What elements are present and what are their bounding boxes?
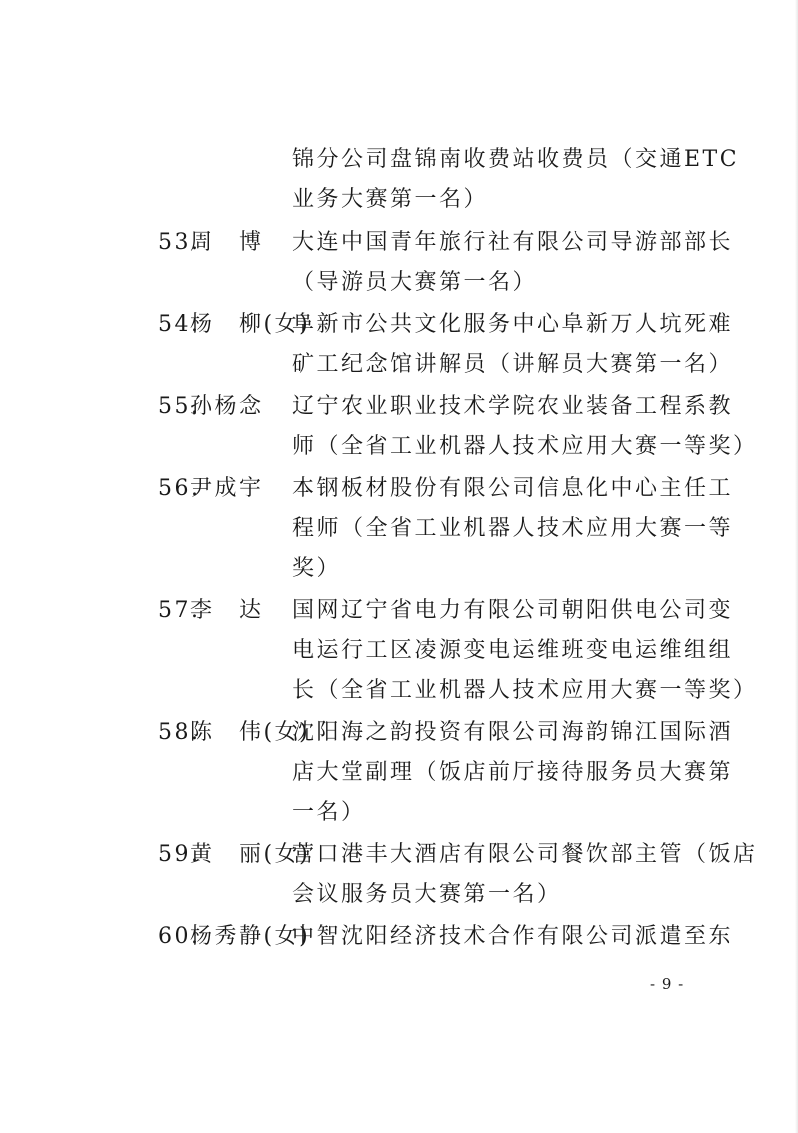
entry-number: 53.	[158, 230, 201, 255]
entry-name: 黄 丽(女)	[190, 842, 311, 867]
entry-name: 孙杨念	[190, 394, 264, 419]
entry-name: 李 达	[190, 598, 264, 623]
entry-text-line: （导游员大赛第一名）	[292, 270, 538, 295]
entry-text-line: 长（全省工业机器人技术应用大赛一等奖）	[292, 678, 758, 703]
entry-text-line: 奖）	[292, 556, 342, 581]
entry-name: 杨秀静(女)	[190, 924, 311, 949]
entry-text-line: 会议服务员大赛第一名）	[292, 882, 562, 907]
entry-text-line: 师（全省工业机器人技术应用大赛一等奖）	[292, 434, 758, 459]
entry-text-line: 营口港丰大酒店有限公司餐饮部主管（饭店	[292, 842, 758, 867]
entry-number: 55.	[158, 394, 201, 419]
entry-text-line: 一名）	[292, 800, 366, 825]
entry-number: 60.	[158, 924, 201, 949]
entry-text-line: 阜新市公共文化服务中心阜新万人坑死难	[292, 312, 734, 337]
entry-text-line: 大连中国青年旅行社有限公司导游部部长	[292, 230, 734, 255]
entry-number: 58.	[158, 720, 201, 745]
entry-name: 陈 伟(女)	[190, 720, 311, 745]
entry-text-line: 锦分公司盘锦南收费站收费员（交通ETC	[292, 147, 740, 172]
entry-text-line: 辽宁农业职业技术学院农业装备工程系教	[292, 394, 734, 419]
entry-text-line: 电运行工区凌源变电运维班变电运维组组	[292, 638, 734, 663]
entry-text-line: 本钢板材股份有限公司信息化中心主任工	[292, 476, 734, 501]
entry-text-line: 中智沈阳经济技术合作有限公司派遣至东	[292, 924, 734, 949]
entry-text-line: 矿工纪念馆讲解员（讲解员大赛第一名）	[292, 352, 734, 377]
entry-number: 57.	[158, 598, 201, 623]
entry-number: 56.	[158, 476, 201, 501]
entry-number: 59.	[158, 842, 201, 867]
entry-text-line: 业务大赛第一名）	[292, 187, 489, 212]
entry-text-line: 店大堂副理（饭店前厅接待服务员大赛第	[292, 760, 734, 785]
page-number: - 9 -	[650, 975, 685, 993]
entry-text-line: 国网辽宁省电力有限公司朝阳供电公司变	[292, 598, 734, 623]
entry-name: 尹成宇	[190, 476, 264, 501]
entry-text-line: 程师（全省工业机器人技术应用大赛一等	[292, 516, 734, 541]
entry-number: 54.	[158, 312, 201, 337]
entry-text-line: 沈阳海之韵投资有限公司海韵锦江国际酒	[292, 720, 734, 745]
entry-name: 周 博	[190, 230, 264, 255]
entry-name: 杨 柳(女)	[190, 312, 311, 337]
